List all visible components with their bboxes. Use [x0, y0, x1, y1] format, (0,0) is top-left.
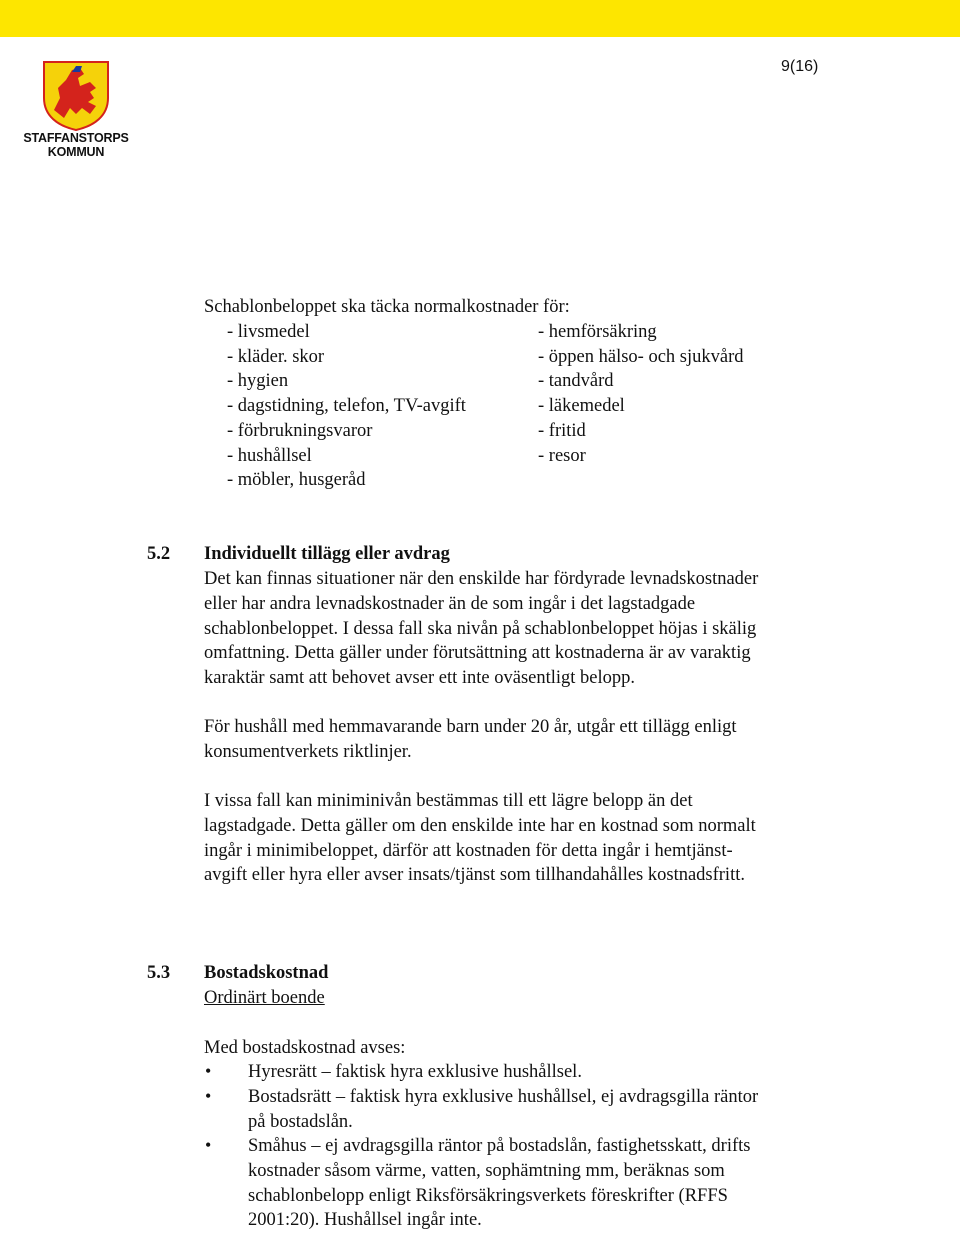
list-item-left: - livsmedel [227, 322, 310, 342]
paragraph-line: För hushåll med hemmavarande barn under 20 år, utgår ett tillägg enligt [204, 717, 737, 737]
list-item-left: - kläder. skor [227, 347, 325, 367]
bullet-line: kostnader såsom värme, vatten, sophämtning mm, beräknas som [248, 1160, 725, 1181]
logo-wordmark [20, 131, 132, 159]
bullet-line: 2001:20). Hushållsel ingår inte. [248, 1210, 482, 1231]
logo-text-line1: STAFFANSTORPS [23, 131, 129, 145]
top-color-bar [0, 0, 960, 37]
section-number: 5.2 [147, 544, 171, 564]
paragraph-line: lagstadgade. Detta gäller om den enskilde inte har en kostnad som normalt [204, 815, 756, 836]
intro-heading: Schablonbeloppet ska täcka normalkostnader för: [204, 297, 570, 317]
bullet-item [248, 1060, 868, 1085]
paragraph-line: konsumentverkets riktlinjer. [204, 741, 412, 762]
paragraph-line: I vissa fall kan miniminivån bestämmas till ett lägre belopp än det [204, 791, 693, 811]
list-item-right: - fritid [538, 421, 586, 441]
bullet-line: Bostadsrätt – faktisk hyra exklusive hushållsel, ej avdragsgilla räntor [248, 1087, 759, 1107]
paragraph-line: karaktär samt att behovet avser ett inte oväsentligt belopp. [204, 668, 636, 689]
paragraph-line: avgift eller hyra eller avser insats/tjänst som tillhandahålles kostnadsfritt. [204, 865, 745, 886]
list-item-left: - förbrukningsvaror [227, 421, 373, 441]
list-item-right: - öppen hälso- och sjukvård [538, 347, 744, 367]
logo-text-line2: KOMMUN [47, 145, 105, 159]
paragraph [204, 567, 884, 691]
list-item-right: - tandvård [538, 371, 614, 391]
paragraph [204, 789, 884, 888]
paragraph-line: Det kan finnas situationer när den enskilde har fördyrade levnadskostnader [204, 569, 759, 589]
list-item-left: - hygien [227, 371, 289, 391]
page-number: 9(16) [781, 58, 819, 75]
list-item-right: - läkemedel [538, 396, 625, 416]
list-item-left: - hushållsel [227, 446, 312, 466]
bullet-item [248, 1134, 868, 1233]
paragraph [204, 715, 884, 765]
paragraph-line: eller har andra levnadskostnader än de som ingår i det lagstadgade [204, 593, 696, 614]
section-title: Bostadskostnad [204, 963, 329, 983]
paragraph-line: omfattning. Detta gäller under förutsättning att kostnaderna är av varaktig [204, 643, 751, 664]
paragraph-line: ingår i minimibeloppet, därför att kostnaden för detta ingår i hemtjänst- [204, 840, 733, 861]
list-item-left: - dagstidning, telefon, TV-avgift [227, 396, 466, 416]
bullet-icon: • [205, 1061, 212, 1081]
bullet-line: på bostadslån. [248, 1111, 353, 1132]
bullet-icon: • [205, 1086, 212, 1106]
section-subtitle: Ordinärt boende [204, 988, 325, 1008]
list-intro: Med bostadskostnad avses: [204, 1038, 406, 1058]
bullet-line: schablonbelopp enligt Riksförsäkringsverkets föreskrifter (RFFS [248, 1185, 728, 1206]
bullet-icon: • [205, 1135, 212, 1155]
list-item-right: - hemförsäkring [538, 322, 657, 342]
bullet-line: Hyresrätt – faktisk hyra exklusive hushållsel. [248, 1062, 582, 1082]
section-number: 5.3 [147, 963, 171, 983]
paragraph-line: schablonbeloppet. I dessa fall ska nivån på schablonbeloppet höjas i skälig [204, 618, 757, 639]
list-item-right: - resor [538, 446, 586, 466]
bullet-line: Småhus – ej avdragsgilla räntor på bostadslån, fastighetsskatt, drifts [248, 1136, 751, 1156]
bullet-item [248, 1085, 868, 1135]
section-title: Individuellt tillägg eller avdrag [204, 544, 450, 564]
list-item-left: - möbler, husgeråd [227, 470, 366, 490]
